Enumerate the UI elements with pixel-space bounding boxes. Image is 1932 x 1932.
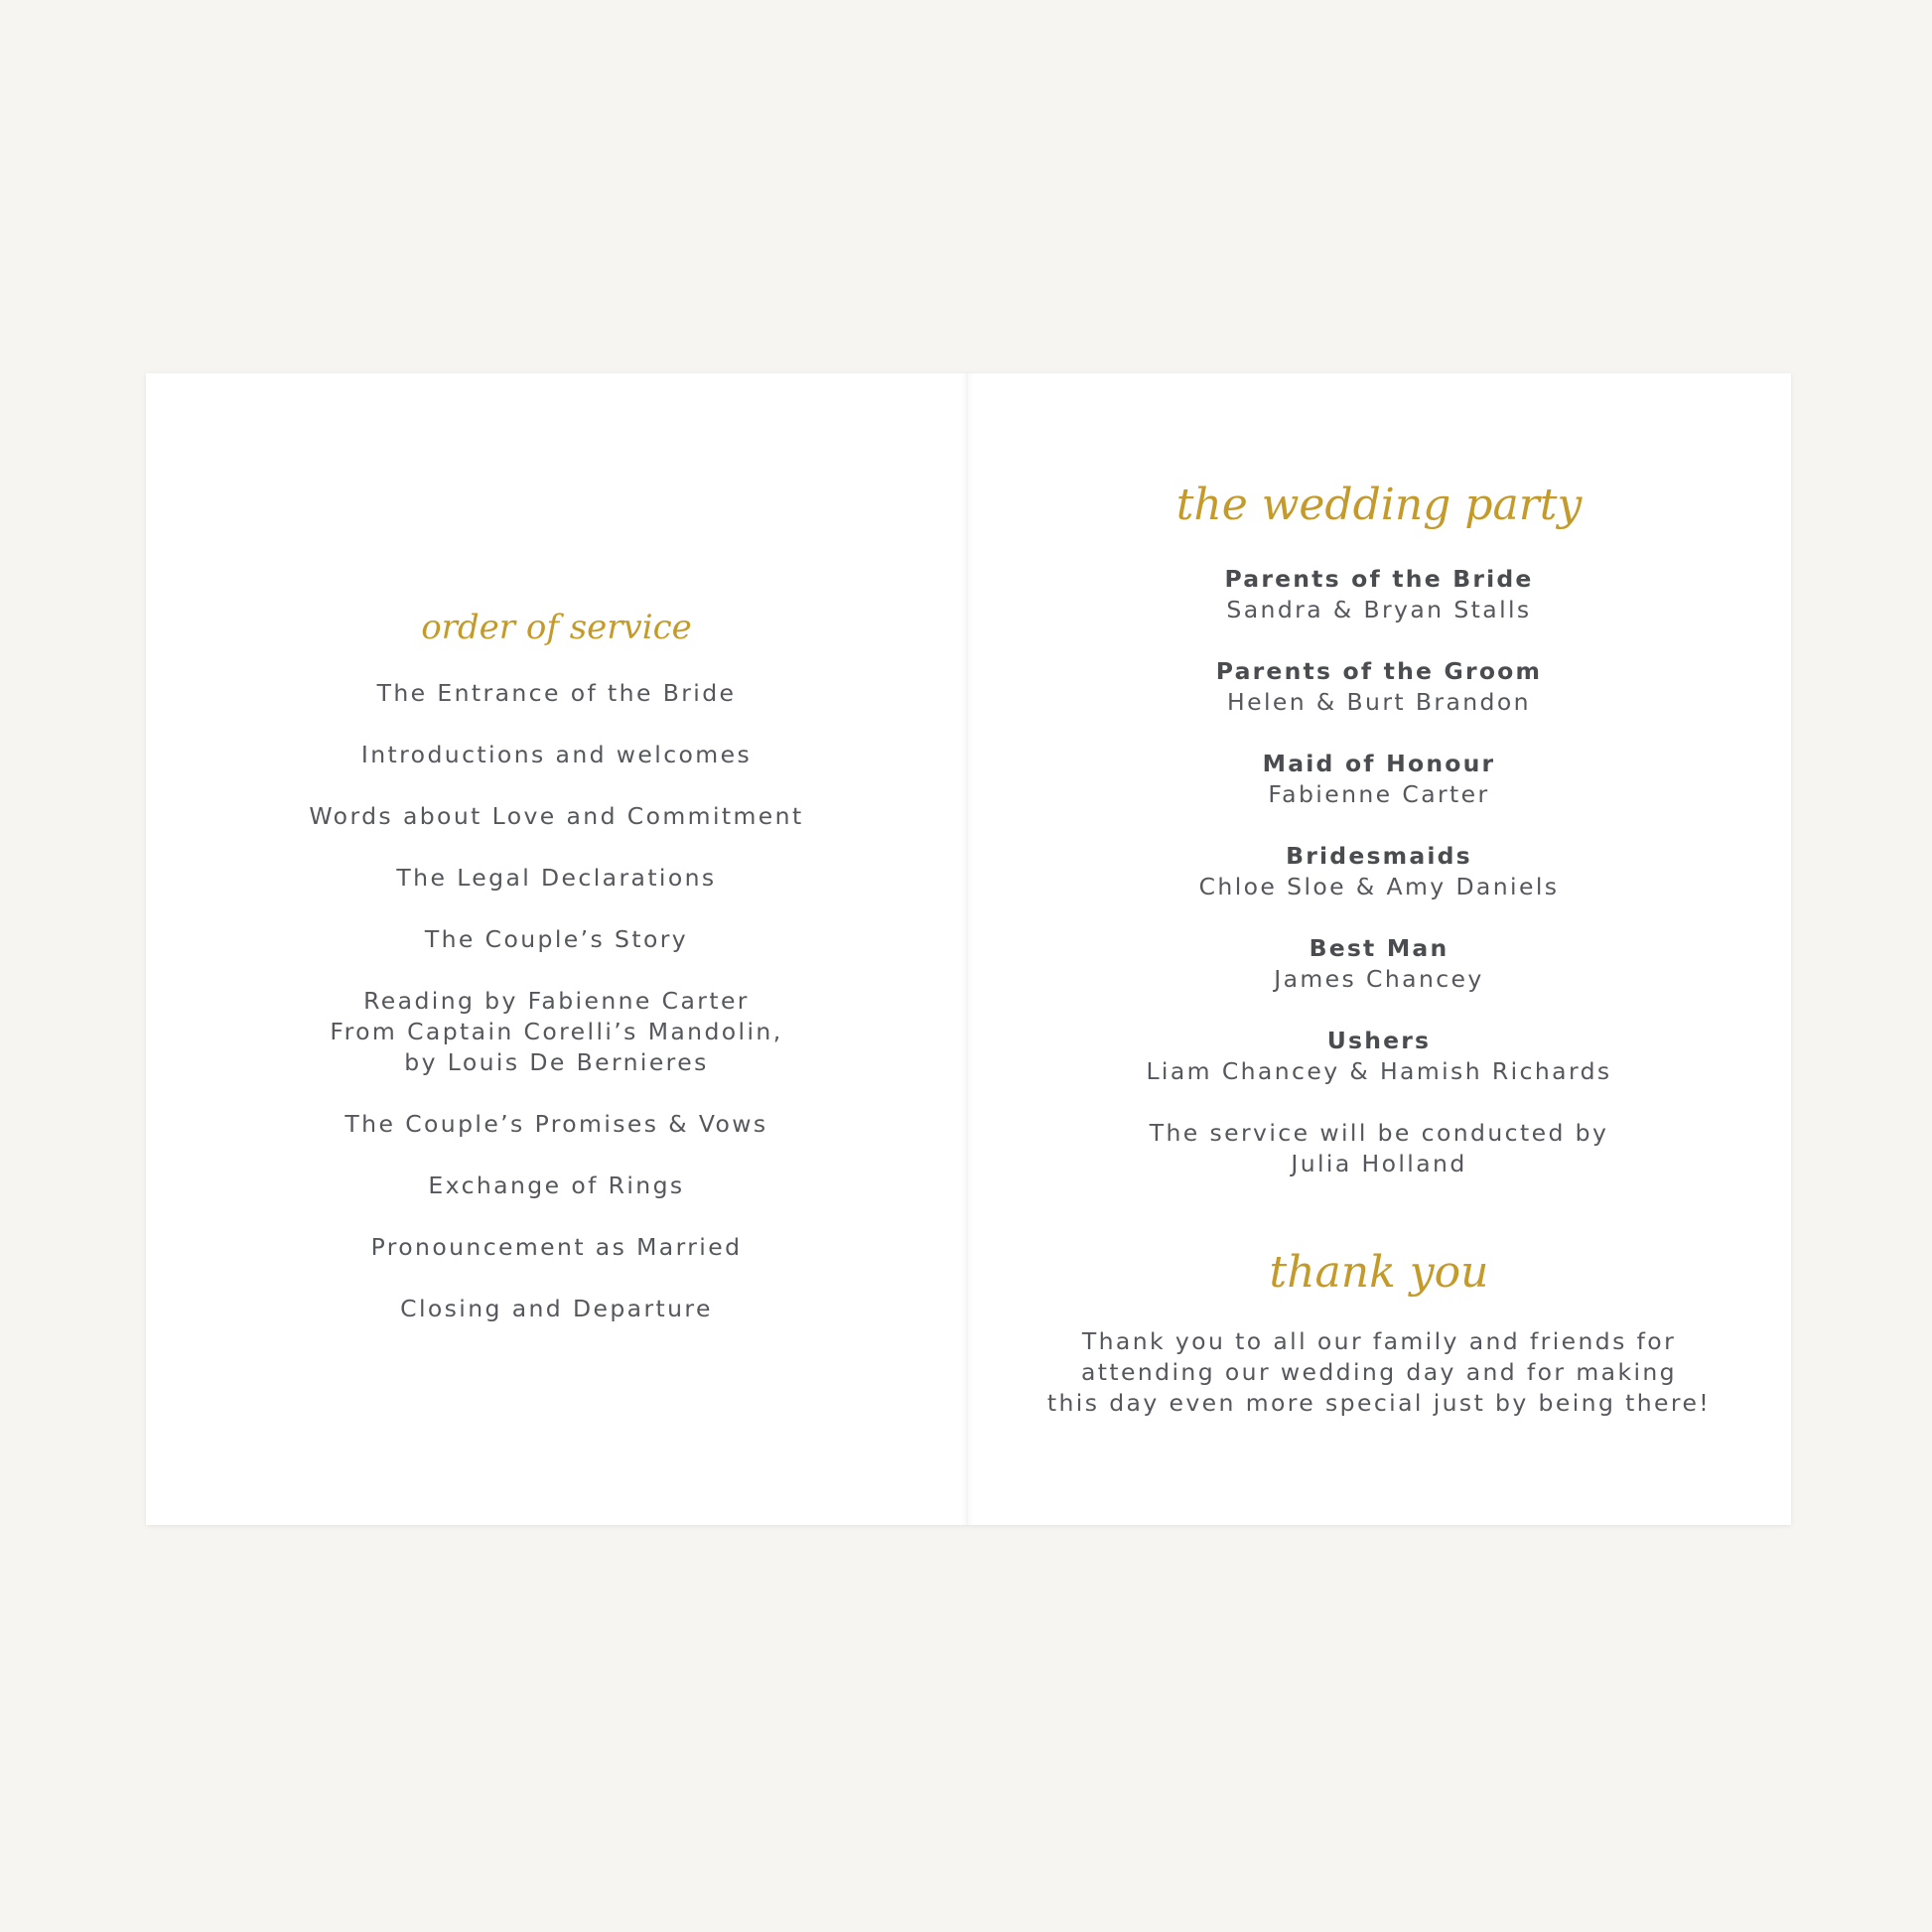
reading-line: Reading by Fabienne Carter: [363, 987, 750, 1015]
party-entry: [967, 656, 1791, 718]
officiant-line: The service will be conducted by: [1149, 1119, 1609, 1147]
party-entry: [967, 1026, 1791, 1087]
wedding-party-heading: the wedding party: [1175, 480, 1583, 530]
reading-line: From Captain Corelli’s Mandolin,: [330, 1018, 783, 1045]
reading-item: [146, 986, 967, 1078]
service-item: The Entrance of the Bride: [376, 679, 737, 707]
officiant-note: [967, 1118, 1791, 1179]
party-entry: [967, 749, 1791, 810]
service-item: The Couple’s Story: [424, 925, 689, 953]
party-entry: [967, 933, 1791, 995]
officiant-name: Julia Holland: [1291, 1150, 1467, 1177]
party-names: Fabienne Carter: [1268, 780, 1490, 808]
service-item: Exchange of Rings: [428, 1172, 685, 1199]
party-names: Sandra & Bryan Stalls: [1226, 596, 1532, 623]
party-names: Chloe Sloe & Amy Daniels: [1198, 873, 1560, 900]
wedding-party-list: [967, 564, 1791, 1210]
order-of-service-heading: order of service: [421, 608, 692, 647]
right-page: [967, 373, 1791, 1525]
service-item: Closing and Departure: [400, 1295, 713, 1322]
party-names: Liam Chancey & Hamish Richards: [1146, 1057, 1612, 1085]
thank-you-heading: thank you: [1269, 1247, 1489, 1298]
service-item: The Legal Declarations: [396, 864, 717, 892]
thank-you-line: this day even more special just by being there!: [1046, 1389, 1712, 1417]
program-spread: [146, 373, 1791, 1525]
thank-you-line: Thank you to all our family and friends for: [1081, 1327, 1677, 1355]
party-role: Bridesmaids: [1286, 842, 1472, 870]
party-role: Maid of Honour: [1262, 750, 1496, 777]
party-role: Ushers: [1326, 1027, 1432, 1054]
order-of-service-list: [146, 678, 967, 1355]
party-role: Parents of the Groom: [1215, 657, 1543, 685]
service-item: The Couple’s Promises & Vows: [345, 1110, 768, 1138]
thank-you-message: [967, 1326, 1791, 1419]
party-names: Helen & Burt Brandon: [1227, 688, 1531, 716]
party-entry: [967, 841, 1791, 902]
service-item: Introductions and welcomes: [360, 741, 753, 768]
party-role: Parents of the Bride: [1224, 565, 1534, 593]
thank-you-line: attending our wedding day and for making: [1080, 1358, 1678, 1386]
left-page: [146, 373, 967, 1525]
center-fold: [960, 373, 974, 1525]
service-item: Words about Love and Commitment: [309, 802, 804, 830]
party-names: James Chancey: [1274, 965, 1484, 993]
reading-line: by Louis De Bernieres: [404, 1048, 709, 1076]
party-role: Best Man: [1309, 934, 1449, 962]
party-entry: [967, 564, 1791, 625]
service-item: Pronouncement as Married: [370, 1233, 743, 1261]
